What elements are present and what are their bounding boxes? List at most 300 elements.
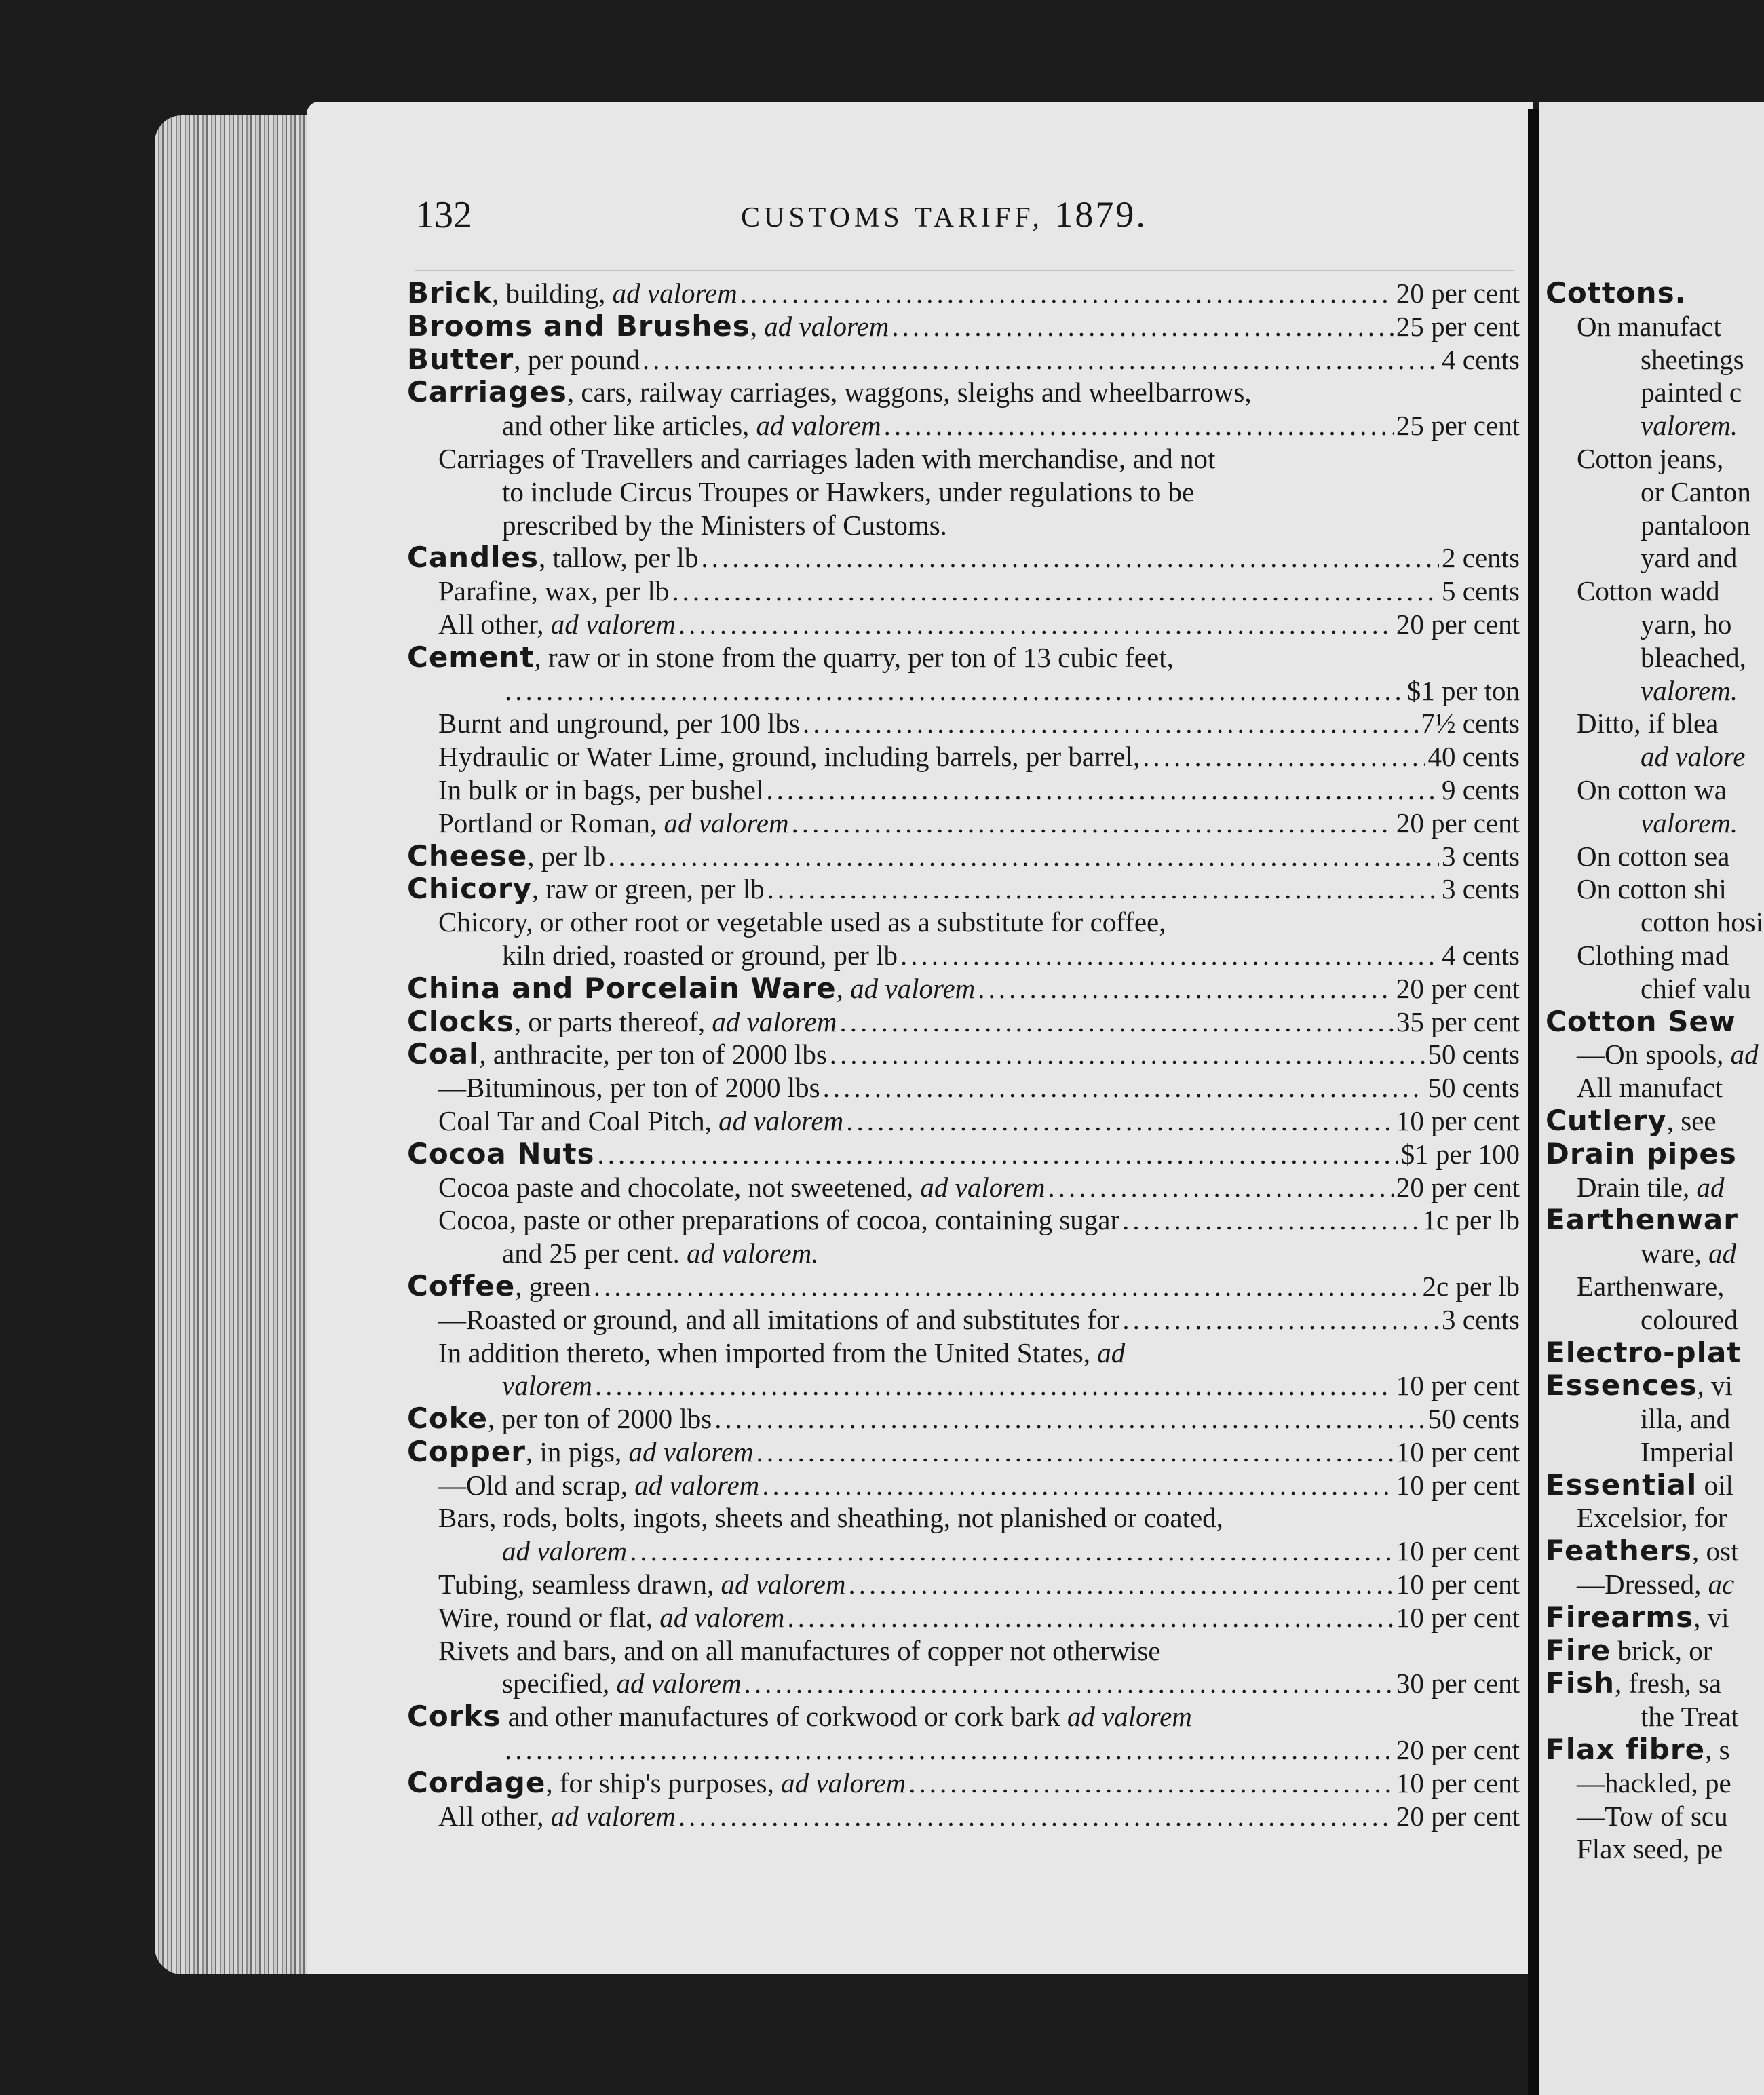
entry-description: , vi	[1697, 1370, 1733, 1402]
entry-keyword: Brick	[407, 277, 492, 309]
entry-keyword: Cocoa Nuts	[407, 1137, 595, 1170]
entry-text	[1577, 310, 1721, 343]
entry-text	[407, 541, 698, 575]
entry-text	[1641, 906, 1763, 939]
entry-description: Carriages of Travellers and carriages laden with merchandise, and not	[438, 442, 1216, 474]
entry-keyword: Clocks	[407, 1005, 514, 1038]
tariff-line	[1546, 872, 1764, 906]
entry-text	[407, 641, 1174, 674]
entry-text	[438, 773, 763, 807]
entry-rate: 50 cents	[1427, 1403, 1520, 1435]
dot-leader	[598, 1138, 1398, 1171]
entry-text	[438, 906, 1166, 939]
page-number: 132	[415, 194, 472, 236]
entry-italic: ad valorem	[764, 310, 889, 342]
entry-text	[407, 376, 1252, 409]
tariff-line	[407, 1402, 1520, 1436]
dot-leader	[1122, 1303, 1439, 1337]
dot-leader	[839, 1005, 1393, 1039]
entry-text	[438, 807, 789, 840]
entry-text	[407, 1700, 1192, 1733]
tariff-line	[1546, 442, 1764, 476]
entry-text	[407, 277, 737, 310]
entry-italic: ad valorem.	[687, 1237, 819, 1269]
entry-text	[1641, 641, 1746, 674]
entry-italic: ad valorem	[721, 1569, 846, 1600]
tariff-line	[407, 1104, 1520, 1138]
tariff-line	[407, 1005, 1520, 1039]
entry-description: , per ton of 2000 lbs	[487, 1403, 712, 1435]
tariff-line	[1546, 1038, 1764, 1071]
entry-text	[1641, 409, 1738, 442]
entry-text	[1577, 1038, 1759, 1071]
entry-rate: 1c per lb	[1422, 1204, 1520, 1236]
entry-description: illa, and	[1641, 1403, 1731, 1435]
entry-text	[1641, 972, 1751, 1005]
tariff-line	[407, 509, 1520, 542]
dot-leader	[787, 1601, 1394, 1634]
tariff-line	[407, 972, 1520, 1005]
entry-description: Clothing mad	[1577, 939, 1729, 971]
entry-text	[407, 1005, 837, 1039]
entry-italic: ad valorem	[550, 1800, 676, 1832]
entry-description: All manufact	[1577, 1072, 1723, 1104]
entry-text	[438, 1204, 1119, 1237]
entry-rate: $1 per 100	[1400, 1138, 1520, 1170]
entry-description: , s	[1705, 1734, 1730, 1766]
tariff-line	[1546, 575, 1764, 608]
entry-text	[1577, 840, 1729, 873]
entry-rate: 3 cents	[1442, 1303, 1520, 1335]
entry-text	[1546, 1535, 1738, 1568]
entry-text	[502, 1369, 592, 1402]
tariff-line	[1546, 476, 1764, 509]
entry-description: Earthenware,	[1577, 1270, 1725, 1302]
dot-leader	[1048, 1171, 1394, 1204]
entry-italic: ad valorem	[628, 1436, 754, 1467]
entry-text	[1577, 872, 1727, 906]
entry-keyword: Butter	[407, 343, 514, 376]
tariff-line	[1546, 1402, 1764, 1436]
entry-text	[1641, 608, 1731, 641]
tariff-line	[1546, 310, 1764, 343]
tariff-line	[407, 906, 1520, 939]
entry-rate: 10 per cent	[1396, 1436, 1520, 1467]
tariff-line	[1546, 773, 1764, 807]
dot-leader	[630, 1535, 1394, 1568]
entry-text	[407, 1038, 827, 1071]
entry-rate: 50 cents	[1427, 1039, 1520, 1071]
tariff-line	[407, 442, 1520, 476]
entry-italic: ad valorem	[781, 1767, 906, 1799]
entry-text	[1546, 1667, 1721, 1700]
entry-text	[1641, 541, 1737, 575]
tariff-line	[407, 1038, 1520, 1071]
entry-description: —Dressed,	[1577, 1569, 1702, 1600]
entry-text	[1546, 1005, 1736, 1039]
entry-text	[1546, 1369, 1733, 1402]
entry-text	[1577, 1071, 1723, 1104]
entry-text	[407, 1402, 712, 1436]
entry-text	[1577, 575, 1720, 608]
entry-text	[1577, 1568, 1734, 1601]
entry-text	[1641, 509, 1750, 542]
entry-text	[438, 1071, 820, 1104]
tariff-line	[407, 674, 1520, 708]
entry-description: Excelsior, for	[1577, 1502, 1727, 1534]
dot-leader	[744, 1667, 1394, 1700]
entry-text	[1546, 1104, 1717, 1138]
tariff-line	[407, 1270, 1520, 1303]
entry-description: On manufact	[1577, 310, 1721, 342]
entry-description: and other like articles,	[502, 410, 750, 442]
entry-description: Cocoa paste and chocolate, not sweetened,	[438, 1171, 914, 1203]
entry-text	[1577, 1800, 1728, 1833]
entry-description: Rivets and bars, and on all manufactures of copper not otherwise	[438, 1634, 1161, 1666]
entry-description: All other,	[438, 608, 544, 640]
entry-rate: 20 per cent	[1396, 972, 1520, 1004]
tariff-line	[1546, 807, 1764, 840]
entry-keyword: Feathers	[1546, 1535, 1692, 1568]
entry-description: pantaloon	[1641, 509, 1750, 541]
entry-text	[407, 872, 765, 906]
tariff-line	[1546, 1568, 1764, 1601]
entry-rate: 40 cents	[1427, 741, 1520, 773]
entry-keyword: Cottons.	[1546, 277, 1687, 309]
entry-description: Ditto, if blea	[1577, 708, 1719, 739]
entry-italic: ac	[1708, 1569, 1735, 1600]
entry-keyword: Carriages	[407, 376, 567, 409]
entry-italic: ad valorem	[550, 608, 676, 640]
entry-description: Cotton jeans,	[1577, 442, 1724, 474]
tariff-line	[1546, 740, 1764, 773]
entry-keyword: Firearms	[1546, 1600, 1694, 1634]
entry-text	[407, 1436, 754, 1469]
entry-rate: 10 per cent	[1396, 1104, 1520, 1136]
tariff-line	[1546, 1667, 1764, 1700]
tariff-line	[407, 840, 1520, 873]
entry-description: , building,	[491, 277, 606, 309]
entry-text	[407, 310, 889, 343]
entry-italic: ad	[1730, 1039, 1759, 1071]
entry-description: —Roasted or ground, and all imitations of and substitutes for	[438, 1303, 1120, 1335]
entry-description: , tallow, per lb	[539, 542, 699, 574]
entry-text	[1577, 1270, 1724, 1303]
entry-italic: ad	[1696, 1171, 1725, 1203]
entry-description: chief valu	[1641, 972, 1751, 1004]
tariff-line	[1546, 707, 1764, 740]
entry-italic: ad valorem	[718, 1104, 844, 1136]
book-page-edges	[155, 115, 311, 1974]
entry-keyword: Copper	[407, 1435, 526, 1468]
dot-leader	[792, 807, 1394, 840]
entry-rate: 4 cents	[1442, 343, 1520, 375]
tariff-line	[407, 1634, 1520, 1668]
tariff-line	[407, 277, 1520, 310]
entry-text	[438, 1469, 759, 1502]
tariff-line	[1546, 1204, 1764, 1237]
entry-description: Burnt and unground, per 100 lbs	[438, 708, 800, 739]
tariff-line	[407, 807, 1520, 840]
dot-leader	[823, 1071, 1425, 1104]
entry-text	[1641, 1303, 1738, 1337]
entry-italic: ad valorem	[850, 972, 976, 1004]
dot-leader	[767, 872, 1439, 906]
tariff-line	[1546, 1733, 1764, 1767]
tariff-line	[407, 376, 1520, 409]
entry-keyword: Candles	[407, 541, 539, 575]
entry-keyword: Cheese	[407, 839, 528, 872]
tariff-line	[407, 608, 1520, 641]
entry-rate: 3 cents	[1442, 840, 1520, 872]
entry-description: In addition thereto, when imported from the United States,	[438, 1337, 1090, 1368]
entry-keyword: Coal	[407, 1038, 480, 1071]
tariff-line	[407, 409, 1520, 442]
tariff-line	[1546, 1138, 1764, 1171]
entry-rate: 25 per cent	[1396, 410, 1520, 442]
tariff-line	[407, 1800, 1520, 1833]
entry-description: yard and	[1641, 542, 1738, 574]
dot-leader	[830, 1038, 1425, 1071]
tariff-line	[1546, 1005, 1764, 1039]
tariff-line	[1546, 674, 1764, 708]
tariff-line	[407, 641, 1520, 674]
tariff-line	[1546, 1237, 1764, 1270]
tariff-line	[407, 1337, 1520, 1370]
dot-leader	[608, 840, 1439, 873]
book-gutter	[1528, 109, 1539, 2095]
entry-rate: 20 per cent	[1396, 807, 1520, 839]
tariff-entries-left	[407, 277, 1520, 1832]
entry-italic: ad	[1097, 1337, 1126, 1368]
entry-keyword: Corks	[407, 1700, 501, 1733]
tariff-line	[407, 1700, 1520, 1733]
dot-leader	[594, 1270, 1420, 1303]
entry-description: specified,	[502, 1668, 610, 1699]
tariff-line	[407, 707, 1520, 740]
entry-text	[1577, 1501, 1727, 1535]
dot-leader	[505, 674, 1404, 708]
entry-description: , cars, railway carriages, waggons, sleighs and wheelbarrows,	[567, 377, 1252, 408]
entry-description: , in pigs,	[526, 1436, 622, 1467]
entry-italic: ad valorem	[634, 1469, 760, 1501]
entry-italic: ad valorem	[920, 1171, 1046, 1203]
tariff-line	[1546, 277, 1764, 310]
entry-text	[1641, 740, 1745, 773]
entry-text	[502, 476, 1194, 509]
running-title-text: CUSTOMS TARIFF,	[741, 202, 1043, 233]
entry-description: or Canton	[1641, 476, 1751, 507]
entry-text	[1577, 939, 1729, 972]
entry-text	[1546, 1337, 1741, 1370]
entry-rate: 9 cents	[1442, 773, 1520, 805]
tariff-line	[1546, 939, 1764, 972]
entry-description: and other manufactures of corkwood or cork bark	[501, 1701, 1060, 1733]
entry-text	[1641, 1700, 1739, 1733]
entry-description: , per pound	[514, 343, 640, 375]
entry-text	[407, 343, 640, 377]
entry-text	[438, 1634, 1161, 1668]
entry-rate: 20 per cent	[1396, 1171, 1520, 1203]
entry-rate: 20 per cent	[1396, 277, 1520, 309]
entry-text	[1546, 1138, 1737, 1171]
entry-text	[1546, 277, 1687, 310]
entry-text	[407, 1767, 906, 1800]
tariff-line	[407, 1303, 1520, 1337]
entry-rate: 20 per cent	[1396, 1800, 1520, 1832]
tariff-line	[1546, 1337, 1764, 1370]
entry-description: , see	[1666, 1104, 1717, 1136]
tariff-line	[1546, 1369, 1764, 1402]
entry-keyword: Essences	[1546, 1369, 1698, 1402]
entry-keyword: Flax fibre	[1546, 1733, 1706, 1767]
tariff-line	[407, 939, 1520, 972]
entry-rate: 4 cents	[1442, 939, 1520, 971]
tariff-line	[1546, 1767, 1764, 1800]
entry-text	[438, 707, 800, 740]
entry-keyword: Brooms and Brushes	[407, 309, 750, 343]
tariff-line	[407, 1436, 1520, 1469]
tariff-line	[1546, 641, 1764, 674]
entry-keyword: Cordage	[407, 1766, 546, 1799]
entry-description: , anthracite, per ton of 2000 lbs	[479, 1039, 827, 1071]
entry-keyword: Drain pipes	[1546, 1137, 1737, 1170]
entry-text	[407, 972, 975, 1005]
entry-text	[1577, 707, 1718, 740]
entry-text	[1641, 376, 1742, 409]
entry-description: the Treat	[1641, 1701, 1739, 1733]
entry-description: —Tow of scu	[1577, 1800, 1728, 1832]
tariff-line	[1546, 1832, 1764, 1866]
entry-description: ware,	[1641, 1237, 1702, 1269]
entry-description: —hackled, pe	[1577, 1767, 1731, 1799]
dot-leader	[1143, 740, 1425, 773]
entry-rate: 2 cents	[1442, 542, 1520, 574]
tariff-line	[407, 343, 1520, 377]
entry-rate: 30 per cent	[1396, 1668, 1520, 1699]
entry-description: , per lb	[527, 840, 606, 872]
entry-description: ,	[836, 972, 843, 1004]
entry-text	[438, 575, 669, 608]
entry-description: —Old and scrap,	[438, 1469, 628, 1501]
entry-description: Flax seed, pe	[1577, 1833, 1723, 1865]
tariff-line	[1546, 1104, 1764, 1138]
entry-text	[438, 740, 1140, 773]
tariff-line	[1546, 972, 1764, 1005]
entry-text	[502, 1535, 627, 1568]
dot-leader	[505, 1733, 1394, 1767]
entry-italic: ad valorem	[756, 410, 881, 442]
tariff-entries-right	[1546, 277, 1764, 1866]
dot-leader	[846, 1104, 1394, 1138]
entry-text	[438, 1104, 843, 1138]
entry-rate: $1 per ton	[1406, 674, 1520, 706]
tariff-line	[407, 1535, 1520, 1568]
dot-leader	[766, 773, 1439, 807]
dot-leader	[701, 541, 1439, 575]
tariff-line	[1546, 1634, 1764, 1668]
tariff-line	[407, 1171, 1520, 1204]
tariff-line	[407, 1369, 1520, 1402]
entry-description: , for ship's purposes,	[545, 1767, 774, 1799]
tariff-line	[407, 310, 1520, 343]
entry-text	[1641, 343, 1744, 377]
entry-text	[407, 1138, 595, 1171]
tariff-line	[407, 1568, 1520, 1601]
entry-rate: 3 cents	[1442, 873, 1520, 905]
entry-text	[502, 939, 898, 972]
dot-leader	[678, 1800, 1394, 1833]
entry-description: , raw or green, per lb	[531, 873, 765, 905]
entry-description: Parafine, wax, per lb	[438, 575, 670, 607]
entry-italic: ad valore	[1641, 741, 1746, 773]
dot-leader	[643, 343, 1439, 377]
entry-description: , green	[515, 1270, 591, 1302]
entry-description: painted c	[1641, 377, 1742, 408]
entry-description: , fresh, sa	[1615, 1668, 1722, 1699]
tariff-line	[1546, 840, 1764, 873]
tariff-line	[1546, 1171, 1764, 1204]
tariff-line	[407, 541, 1520, 575]
dot-leader	[978, 972, 1394, 1005]
entry-description: On cotton shi	[1577, 873, 1727, 905]
tariff-line	[407, 1469, 1520, 1502]
tariff-line	[407, 1204, 1520, 1237]
entry-keyword: Electro-plat	[1546, 1336, 1742, 1369]
entry-text	[438, 1568, 846, 1601]
entry-description: oil	[1697, 1469, 1733, 1501]
entry-italic: ad valorem	[712, 1005, 837, 1037]
entry-italic: valorem.	[1641, 674, 1738, 706]
entry-description: sheetings	[1641, 343, 1744, 375]
entry-text	[438, 1800, 676, 1833]
entry-rate: 7½ cents	[1421, 708, 1520, 739]
entry-text	[438, 442, 1215, 476]
entry-rate: 2c per lb	[1422, 1270, 1520, 1302]
entry-italic: ad valorem	[616, 1668, 742, 1699]
dot-leader	[678, 608, 1394, 641]
entry-description: prescribed by the Ministers of Customs.	[502, 509, 947, 541]
entry-description: yarn, ho	[1641, 608, 1732, 640]
tariff-line	[407, 773, 1520, 807]
tariff-line	[407, 1138, 1520, 1171]
entry-description: ,	[750, 310, 758, 342]
tariff-line	[1546, 1535, 1764, 1568]
entry-text	[1546, 1733, 1730, 1767]
entry-text	[1641, 1402, 1730, 1436]
tariff-line	[407, 575, 1520, 608]
entry-text	[438, 1337, 1125, 1370]
entry-description: Cotton wadd	[1577, 575, 1720, 607]
entry-rate: 10 per cent	[1396, 1535, 1520, 1567]
entry-rate: 10 per cent	[1396, 1370, 1520, 1402]
tariff-line	[1546, 1071, 1764, 1104]
tariff-line	[1546, 906, 1764, 939]
entry-text	[1577, 1171, 1724, 1204]
entry-text	[502, 409, 881, 442]
entry-rate: 50 cents	[1427, 1072, 1520, 1104]
entry-rate: 10 per cent	[1396, 1601, 1520, 1633]
entry-rate: 10 per cent	[1396, 1469, 1520, 1501]
entry-text	[502, 1667, 742, 1700]
entry-text	[502, 509, 947, 542]
dot-leader	[672, 575, 1439, 608]
dot-leader	[884, 409, 1394, 442]
entry-text	[407, 1270, 591, 1303]
entry-text	[1641, 1237, 1736, 1270]
entry-text	[438, 1601, 784, 1634]
entry-italic: ad valorem	[612, 277, 737, 309]
